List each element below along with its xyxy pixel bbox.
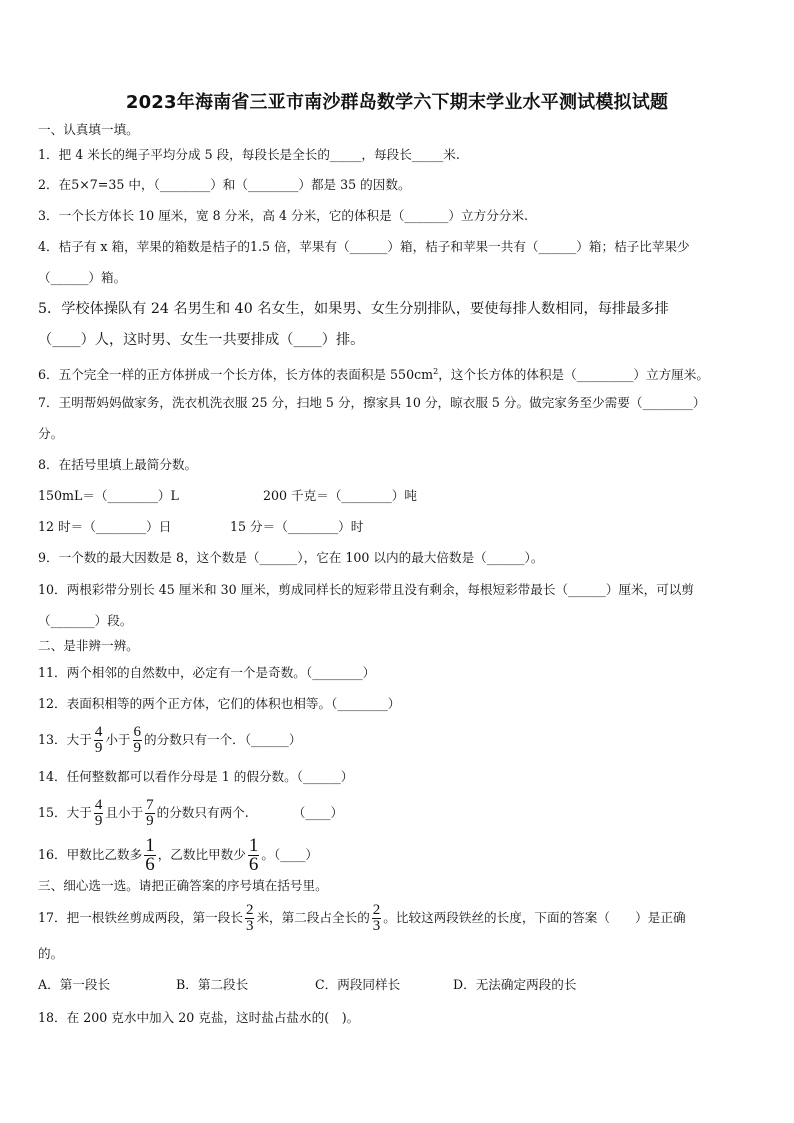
question-18: 18．在 200 克水中加入 20 克盐，这时盐占盐水的( )。 (38, 1010, 360, 1025)
option-a: A．第一段长 (38, 977, 111, 992)
fraction-1-6: $\frac{1}{6}$ (248, 835, 259, 875)
question-1: 1．把 4 米长的绳子平均分成 5 段，每段长是全长的_____，每段长_____米. (38, 147, 460, 162)
fraction-2-3: $\frac{2}{3}$ (372, 902, 381, 934)
fraction-7-9: $\frac{7}{9}$ (146, 797, 154, 829)
question-8-row-1 (38, 488, 758, 504)
question-6: 6．五个完全一样的正方体拼成一个长方体，长方体的表面积是 $550cm^2$，这个长方体的体积是（_________）立方厘米。 (38, 367, 709, 383)
question-7: 7．王明帮妈妈做家务，洗衣机洗衣服 25 分，扫地 5 分，擦家具 10 分，晾衣服 5 分。做完家务至少需要（________） (38, 395, 706, 410)
question-5: 5．学校体操队有 24 名男生和 40 名女生，如果男、女生分别排队，要使每排人数相同，每排最多排 (38, 301, 669, 317)
question-5-cont: （____）人，这时男、女生一共要排成（____）排。 (38, 332, 365, 348)
question-4: 4．桔子有 x 箱，苹果的箱数是桔子的1.5 倍，苹果有（______）箱，桔子和苹果一共有（______）箱；桔子比苹果少 (38, 239, 690, 254)
fraction-2-3: $\frac{2}{3}$ (245, 902, 254, 934)
q8-item-minute: 15 分＝（________）时 (230, 519, 364, 534)
question-17: 17．把一根铁丝剪成两段，第一段长 $\frac{2}{3}$ 米，第二段占全长的 $\frac{2}{3}$ 。比较这两段铁丝的长度，下面的答案（ ）是正确 (38, 902, 686, 934)
fraction-4-9: $\frac{4}{9}$ (94, 797, 103, 829)
option-c: C．两段同样长 (315, 977, 401, 992)
question-8-row-2 (38, 519, 758, 535)
question-11: 11．两个相邻的自然数中，必定有一个是奇数。（________） (38, 665, 376, 680)
question-16: 16．甲数比乙数多 $\frac{1}{6}$ ，乙数比甲数少 $\frac{1}{6}$ 。（____） (38, 835, 319, 875)
question-13: 13．大于 $\frac{4}{9}$ 小于 $\frac{6}{9}$ 的分数只有一个．（______） (38, 724, 302, 756)
q8-item-ml: 150mL＝（________）L (38, 488, 179, 503)
fraction-4-9: $\frac{4}{9}$ (94, 724, 103, 756)
question-7-cont: 分。 (38, 426, 64, 441)
fraction-6-9: $\frac{6}{9}$ (133, 724, 141, 756)
page-title: 2023年海南省三亚市南沙群岛数学六下期末学业水平测试模拟试题 (125, 92, 669, 113)
question-4-cont: （______）箱。 (38, 270, 127, 285)
question-3: 3．一个长方体长 10 厘米，宽 8 分米，高 4 分米，它的体积是（_______）立方分分米. (38, 208, 528, 223)
q8-item-hour: 12 时＝（________）日 (38, 519, 172, 534)
fraction-1-6: $\frac{1}{6}$ (145, 835, 155, 875)
option-b: B．第二段长 (176, 977, 249, 992)
question-9: 9．一个数的最大因数是 8，这个数是（______），它在 100 以内的最大倍数是（______）。 (38, 550, 544, 565)
question-10-cont: （_______）段。 (38, 613, 133, 628)
question-2: 2．在5×7=35 中，（________）和（________）都是 35 的因数。 (38, 177, 411, 192)
question-15: 15．大于 $\frac{4}{9}$ 且小于 $\frac{7}{9}$ 的分数只有两个. （____） (38, 797, 344, 829)
question-8: 8．在括号里填上最简分数。 (38, 457, 198, 472)
section-heading-1: 一、认真填一填。 (38, 122, 139, 137)
section-heading-3: 三、细心选一选。请把正确答案的序号填在括号里。 (38, 878, 328, 893)
question-17-cont: 的。 (38, 946, 64, 961)
q8-item-kg: 200 千克＝（________）吨 (263, 488, 417, 503)
option-d: D．无法确定两段的长 (453, 977, 577, 992)
question-17-options (38, 977, 758, 993)
section-heading-2: 二、是非辨一辨。 (38, 638, 139, 653)
question-12: 12．表面积相等的两个正方体，它们的体积也相等。（________） (38, 696, 401, 711)
question-14: 14．任何整数都可以看作分母是 1 的假分数。（______） (38, 769, 354, 784)
question-10: 10．两根彩带分别长 45 厘米和 30 厘米，剪成同样长的短彩带且没有剩余，每根短彩带最长（______）厘米，可以剪 (38, 582, 694, 597)
